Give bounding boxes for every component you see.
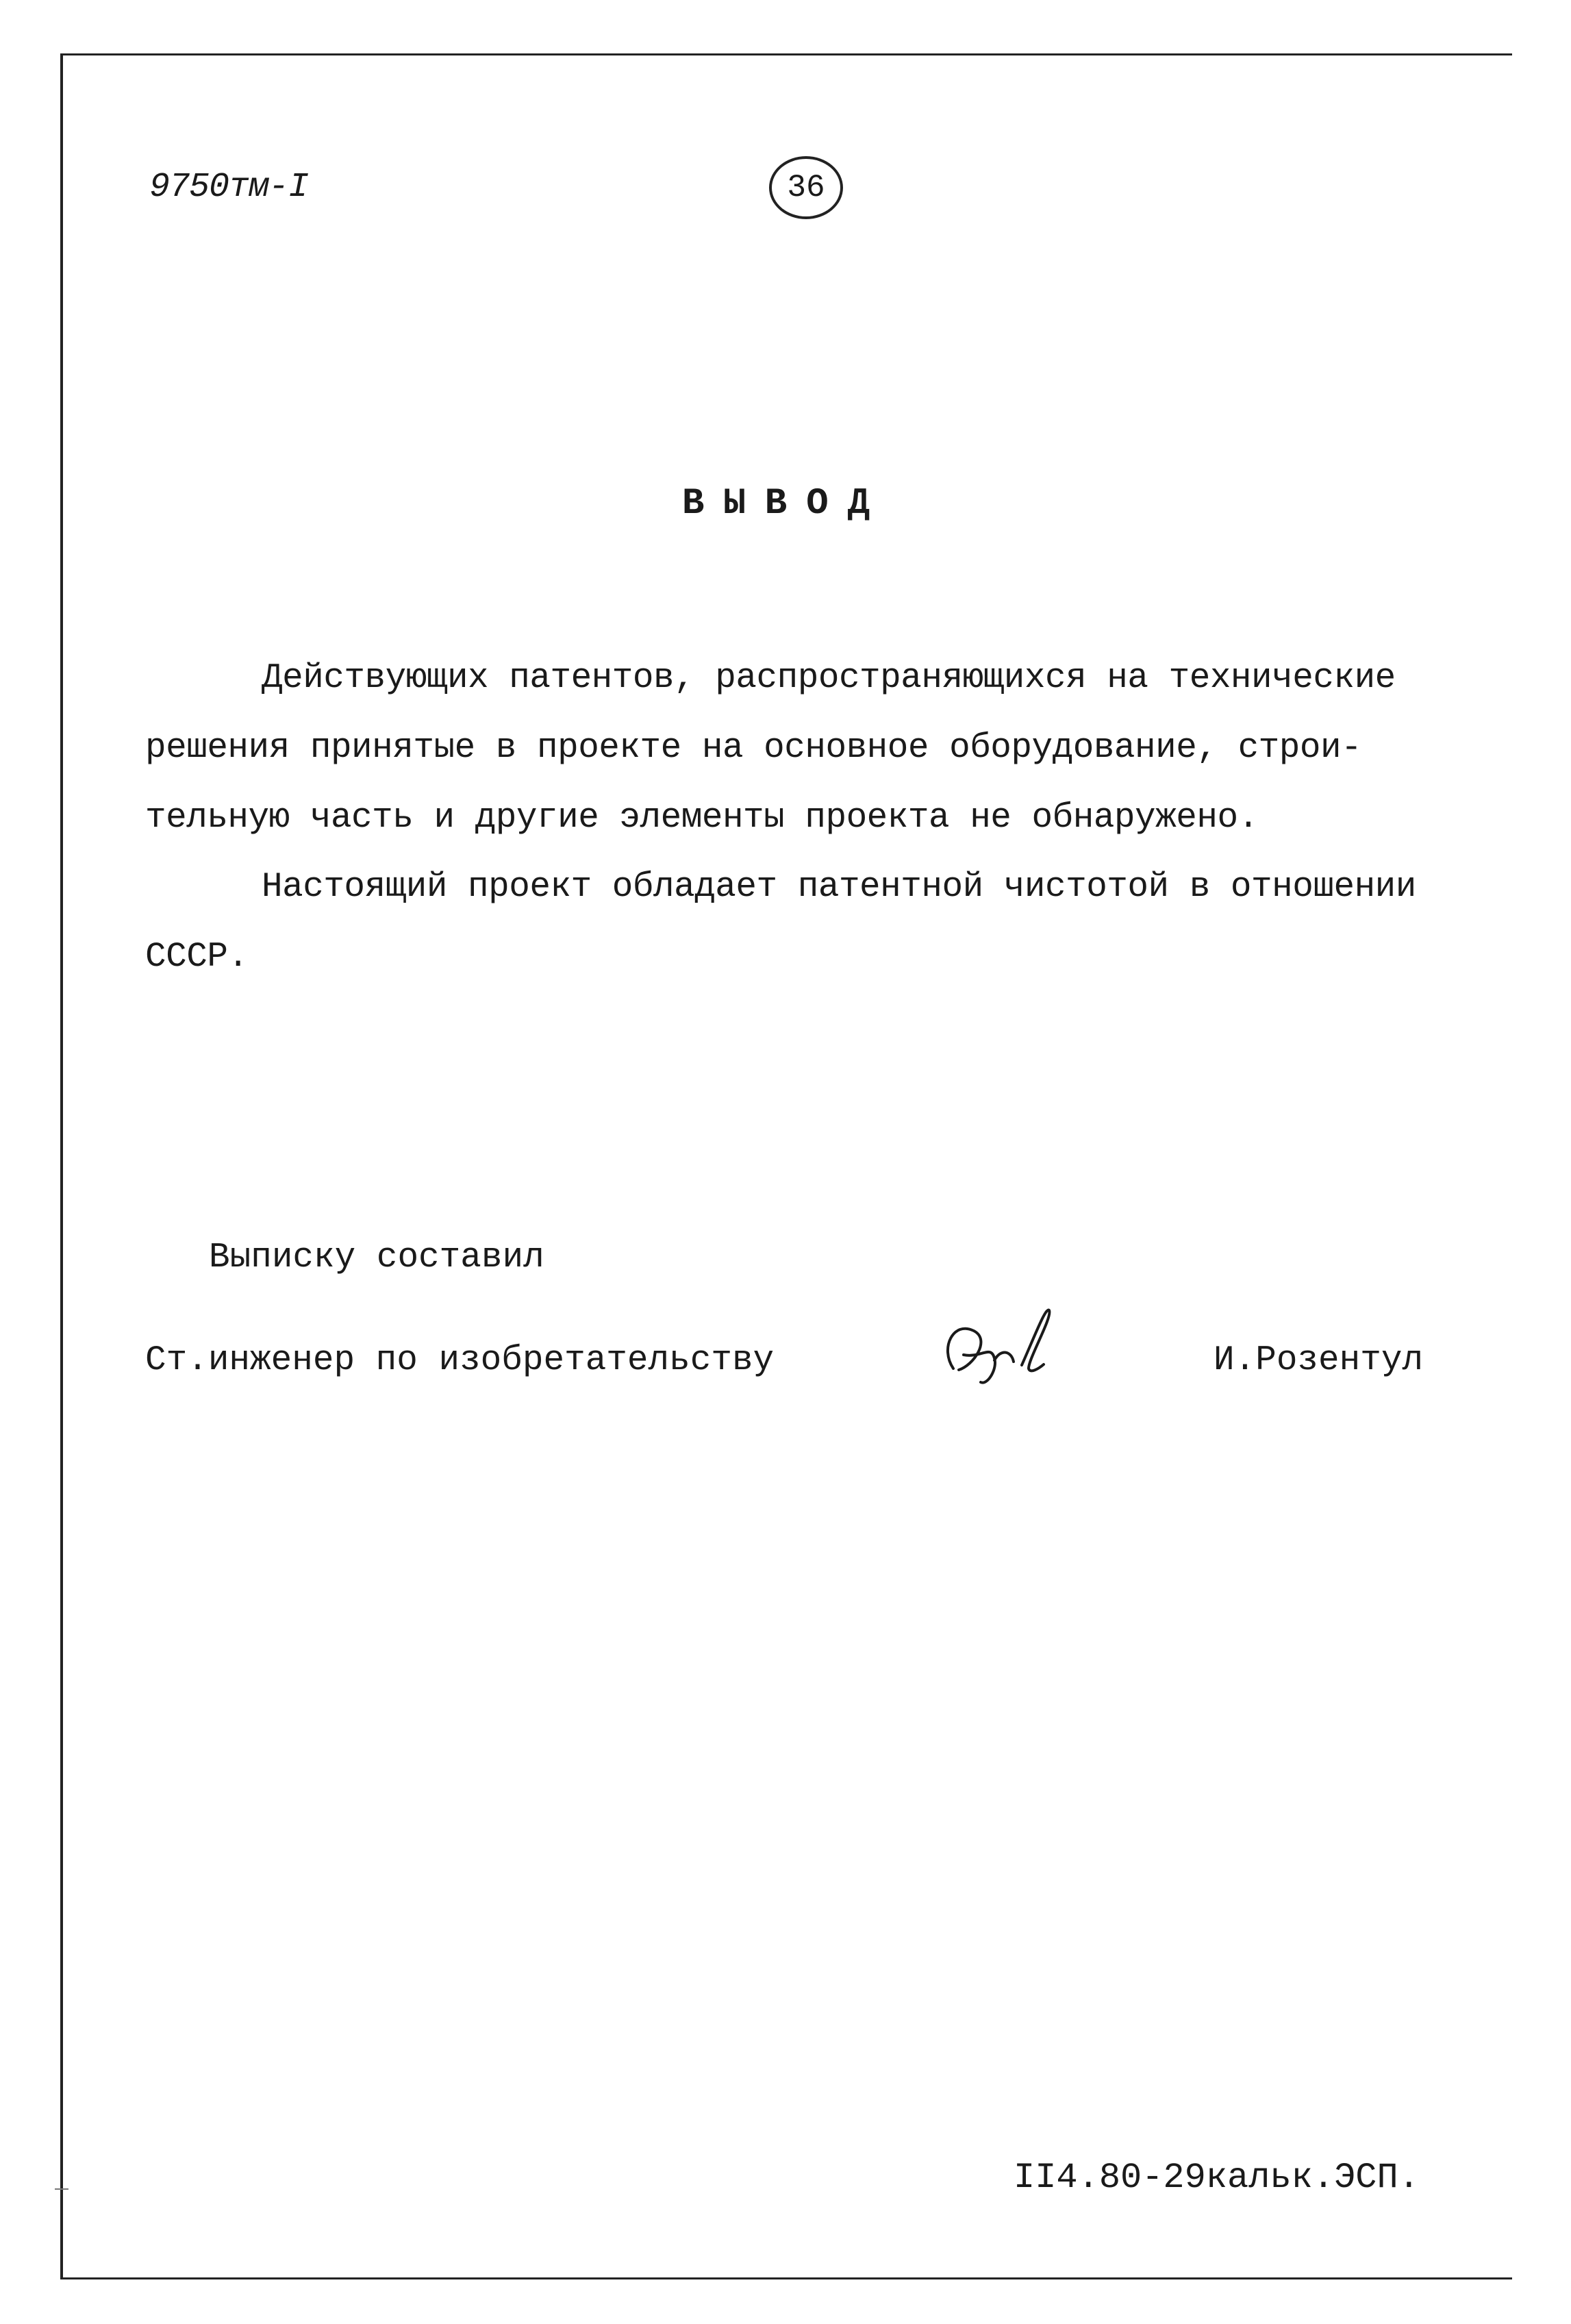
page-frame bbox=[60, 53, 1512, 2279]
page-title: ВЫВОД bbox=[681, 483, 890, 525]
paragraph-line: тельную часть и другие элементы проекта не обнаружено. bbox=[145, 799, 1259, 838]
paragraph-line: решения принятые в проекте на основное оборудование, строи- bbox=[145, 729, 1362, 768]
paragraph-line: Действующих патентов, распространяющихся на технические bbox=[262, 659, 1396, 698]
paragraph-line: Настоящий проект обладает патентной чистотой в отношении bbox=[262, 868, 1416, 907]
signer-position: Ст.инженер по изобретательству bbox=[145, 1341, 775, 1380]
scan-artifact bbox=[55, 2188, 68, 2190]
signature-row bbox=[145, 1341, 1440, 1423]
page-number-circle bbox=[769, 156, 843, 219]
paragraph-line: СССР. bbox=[145, 938, 249, 977]
page-number: 36 bbox=[787, 170, 825, 205]
signer-name: И.Розентул bbox=[1214, 1341, 1424, 1380]
footer-code: II4.80-29кальк.ЭСП. bbox=[1014, 2158, 1420, 2198]
paragraph-purity bbox=[145, 853, 1460, 992]
document-code: 9750тм-I bbox=[149, 168, 309, 207]
handwritten-signature bbox=[926, 1293, 1077, 1403]
compiled-by-label: Выписку составил bbox=[209, 1238, 544, 1277]
paragraph-patents bbox=[145, 644, 1460, 853]
